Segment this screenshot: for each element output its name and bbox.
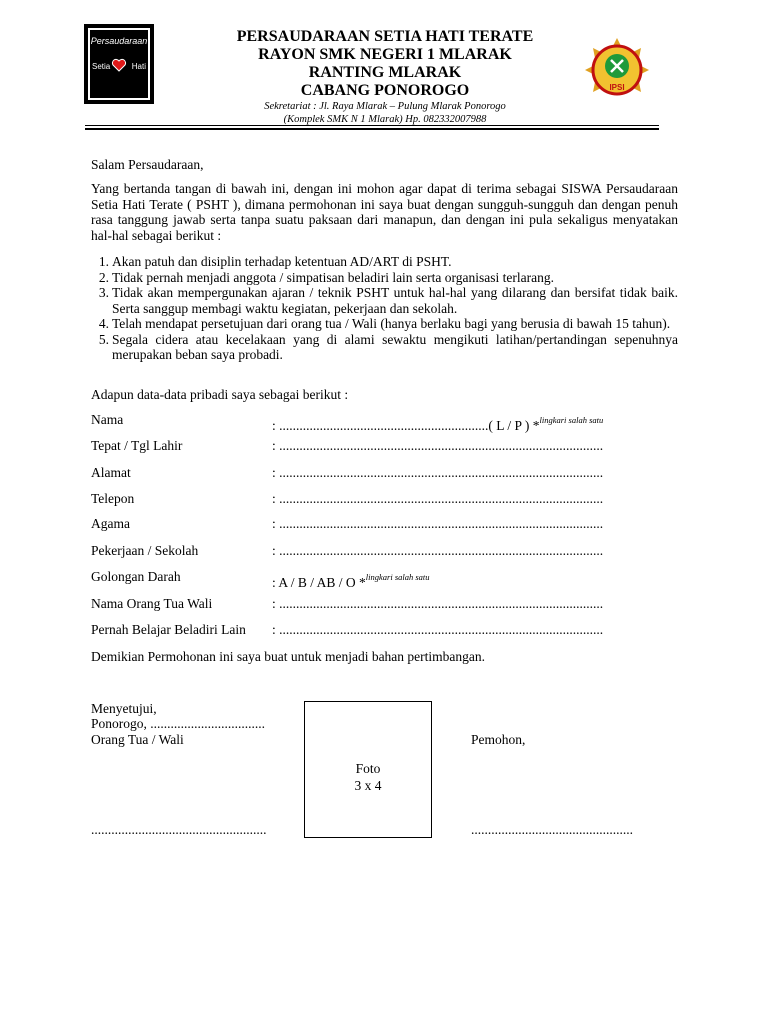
ipsi-logo (583, 36, 651, 104)
applicant-label: Pemohon, (471, 732, 526, 747)
field-value: : ................................................................................................ (272, 622, 604, 637)
cabang-name: CABANG PONOROGO (300, 82, 470, 99)
letterhead (180, 28, 590, 126)
ipsi-logo-text: IPSI (609, 83, 625, 92)
place-date[interactable]: Ponorogo, .................................. (91, 716, 266, 731)
photo-label: Foto (355, 761, 381, 776)
field-label: Pernah Belajar Beladiri Lain (91, 622, 246, 637)
header-rule (85, 125, 659, 126)
statement-number: 4. (98, 316, 109, 331)
statement-text: Segala cidera atau kecelakaan yang di alami sewaktu mengikuti latihan/pertandingan sepenuhnya merupakan beban saya probadi. (112, 331, 678, 362)
parent-label: Orang Tua / Wali (91, 732, 184, 747)
field-telepon[interactable] (91, 490, 691, 508)
statement-item (91, 316, 678, 332)
org-name: PERSAUDARAAN SETIA HATI TERATE (236, 28, 534, 45)
field-agama[interactable] (91, 515, 691, 533)
statement-number: 5. (98, 331, 109, 347)
intro-paragraph: Yang bertanda tangan di bawah ini, dengan ini mohon agar dapat di terima sebagai SISWA Persaudaraan Setia Hati Terate ( PSHT ), dimana permohonan ini saya buat dengan sungguh-sungguh dan dengan penuh rasa tanggung jawab serta tanpa suatu paksaan dari manapun, dan dengan ini pula sekaligus menyatakan hal-hal sebagai berikut : (91, 181, 678, 243)
statement-number: 3. (98, 285, 109, 300)
field-value: : ................................................................................................ (272, 491, 604, 506)
heart-icon (111, 57, 127, 73)
header-rule-thick (85, 128, 659, 130)
field-value: : ................................................................................................ (272, 438, 604, 453)
statement-item (91, 332, 678, 363)
statement-text: Tidak akan mempergunakan ajaran / teknik PSHT untuk hal-hal yang dilarang dan bersifat tidak baik. Serta sanggup membagi waktu kegiatan, pekerjaan dan sekolah. (112, 285, 678, 316)
psht-logo (84, 24, 154, 104)
field-label: Tepat / Tgl Lahir (91, 438, 183, 453)
rayon-name: RAYON SMK NEGERI 1 MLARAK (258, 46, 512, 63)
greeting: Salam Persaudaraan, (91, 157, 204, 172)
field-label: Telepon (91, 491, 135, 506)
field-value: : ................................................................................................ (272, 516, 604, 531)
field-note: lingkari salah satu (365, 572, 430, 582)
statement-list (91, 254, 678, 363)
field-pekerjaan[interactable] (91, 542, 691, 560)
statement-text: Telah mendapat persetujuan dari orang tua / Wali (hanya berlaku bagi yang berusia di bawah 15 tahun). (112, 316, 671, 331)
field-label: Alamat (91, 465, 131, 480)
parent-signature-line[interactable]: .................................................... (91, 822, 267, 837)
field-label: Pekerjaan / Sekolah (91, 543, 199, 558)
field-label: Agama (91, 516, 130, 531)
field-alamat[interactable] (91, 464, 691, 482)
logo-left-text-left: Setia (92, 62, 111, 71)
data-intro: Adapun data-data pribadi saya sebagai berikut : (91, 387, 349, 402)
field-value: : ..............................................................( L / P ) *$^{lingkari salah satu}$ (272, 415, 604, 433)
field-golongan-darah[interactable] (91, 568, 691, 590)
field-value: : ................................................................................................ (272, 596, 604, 611)
closing-statement: Demikian Permohonan ini saya buat untuk menjadi bahan pertimbangan. (91, 649, 486, 664)
logo-left-text-right: Hati (131, 62, 146, 71)
statement-text: Akan patuh dan disiplin terhadap ketentuan AD/ART di PSHT. (112, 254, 452, 269)
field-note: lingkari salah satu (539, 415, 604, 425)
statement-text: Tidak pernah menjadi anggota / simpatisan beladiri lain serta organisasi terlarang. (112, 269, 555, 285)
field-label: Nama Orang Tua Wali (91, 596, 213, 611)
field-label: Nama (91, 412, 124, 427)
statement-number: 1. (98, 254, 109, 269)
statement-item (91, 254, 678, 270)
field-beladiri-lain[interactable] (91, 621, 691, 639)
field-label: Golongan Darah (91, 569, 181, 584)
field-value: : A / B / AB / O *$^{lingkari salah satu}$ (272, 572, 430, 590)
logo-left-text-top: Persaudaraan (90, 36, 148, 46)
field-value: : ................................................................................................ (272, 543, 604, 558)
statement-item (91, 270, 678, 286)
field-nama[interactable] (91, 411, 691, 433)
statement-number: 2. (98, 269, 109, 285)
photo-size: 3 x 4 (354, 778, 382, 793)
secretariat-contact: (Komplek SMK N 1 Mlarak) Hp. 082332007988 (283, 114, 487, 125)
ranting-name: RANTING MLARAK (308, 64, 462, 81)
secretariat-address: Sekretariat : Jl. Raya Mlarak – Pulung Mlarak Ponorogo (264, 101, 506, 112)
field-value: : ................................................................................................ (272, 465, 604, 480)
field-orang-tua[interactable] (91, 595, 691, 613)
photo-box[interactable] (304, 701, 432, 838)
approve-label: Menyetujui, (91, 701, 157, 716)
statement-item (91, 285, 678, 316)
applicant-signature-line[interactable]: ................................................ (471, 822, 633, 837)
field-tgl-lahir[interactable] (91, 437, 691, 455)
